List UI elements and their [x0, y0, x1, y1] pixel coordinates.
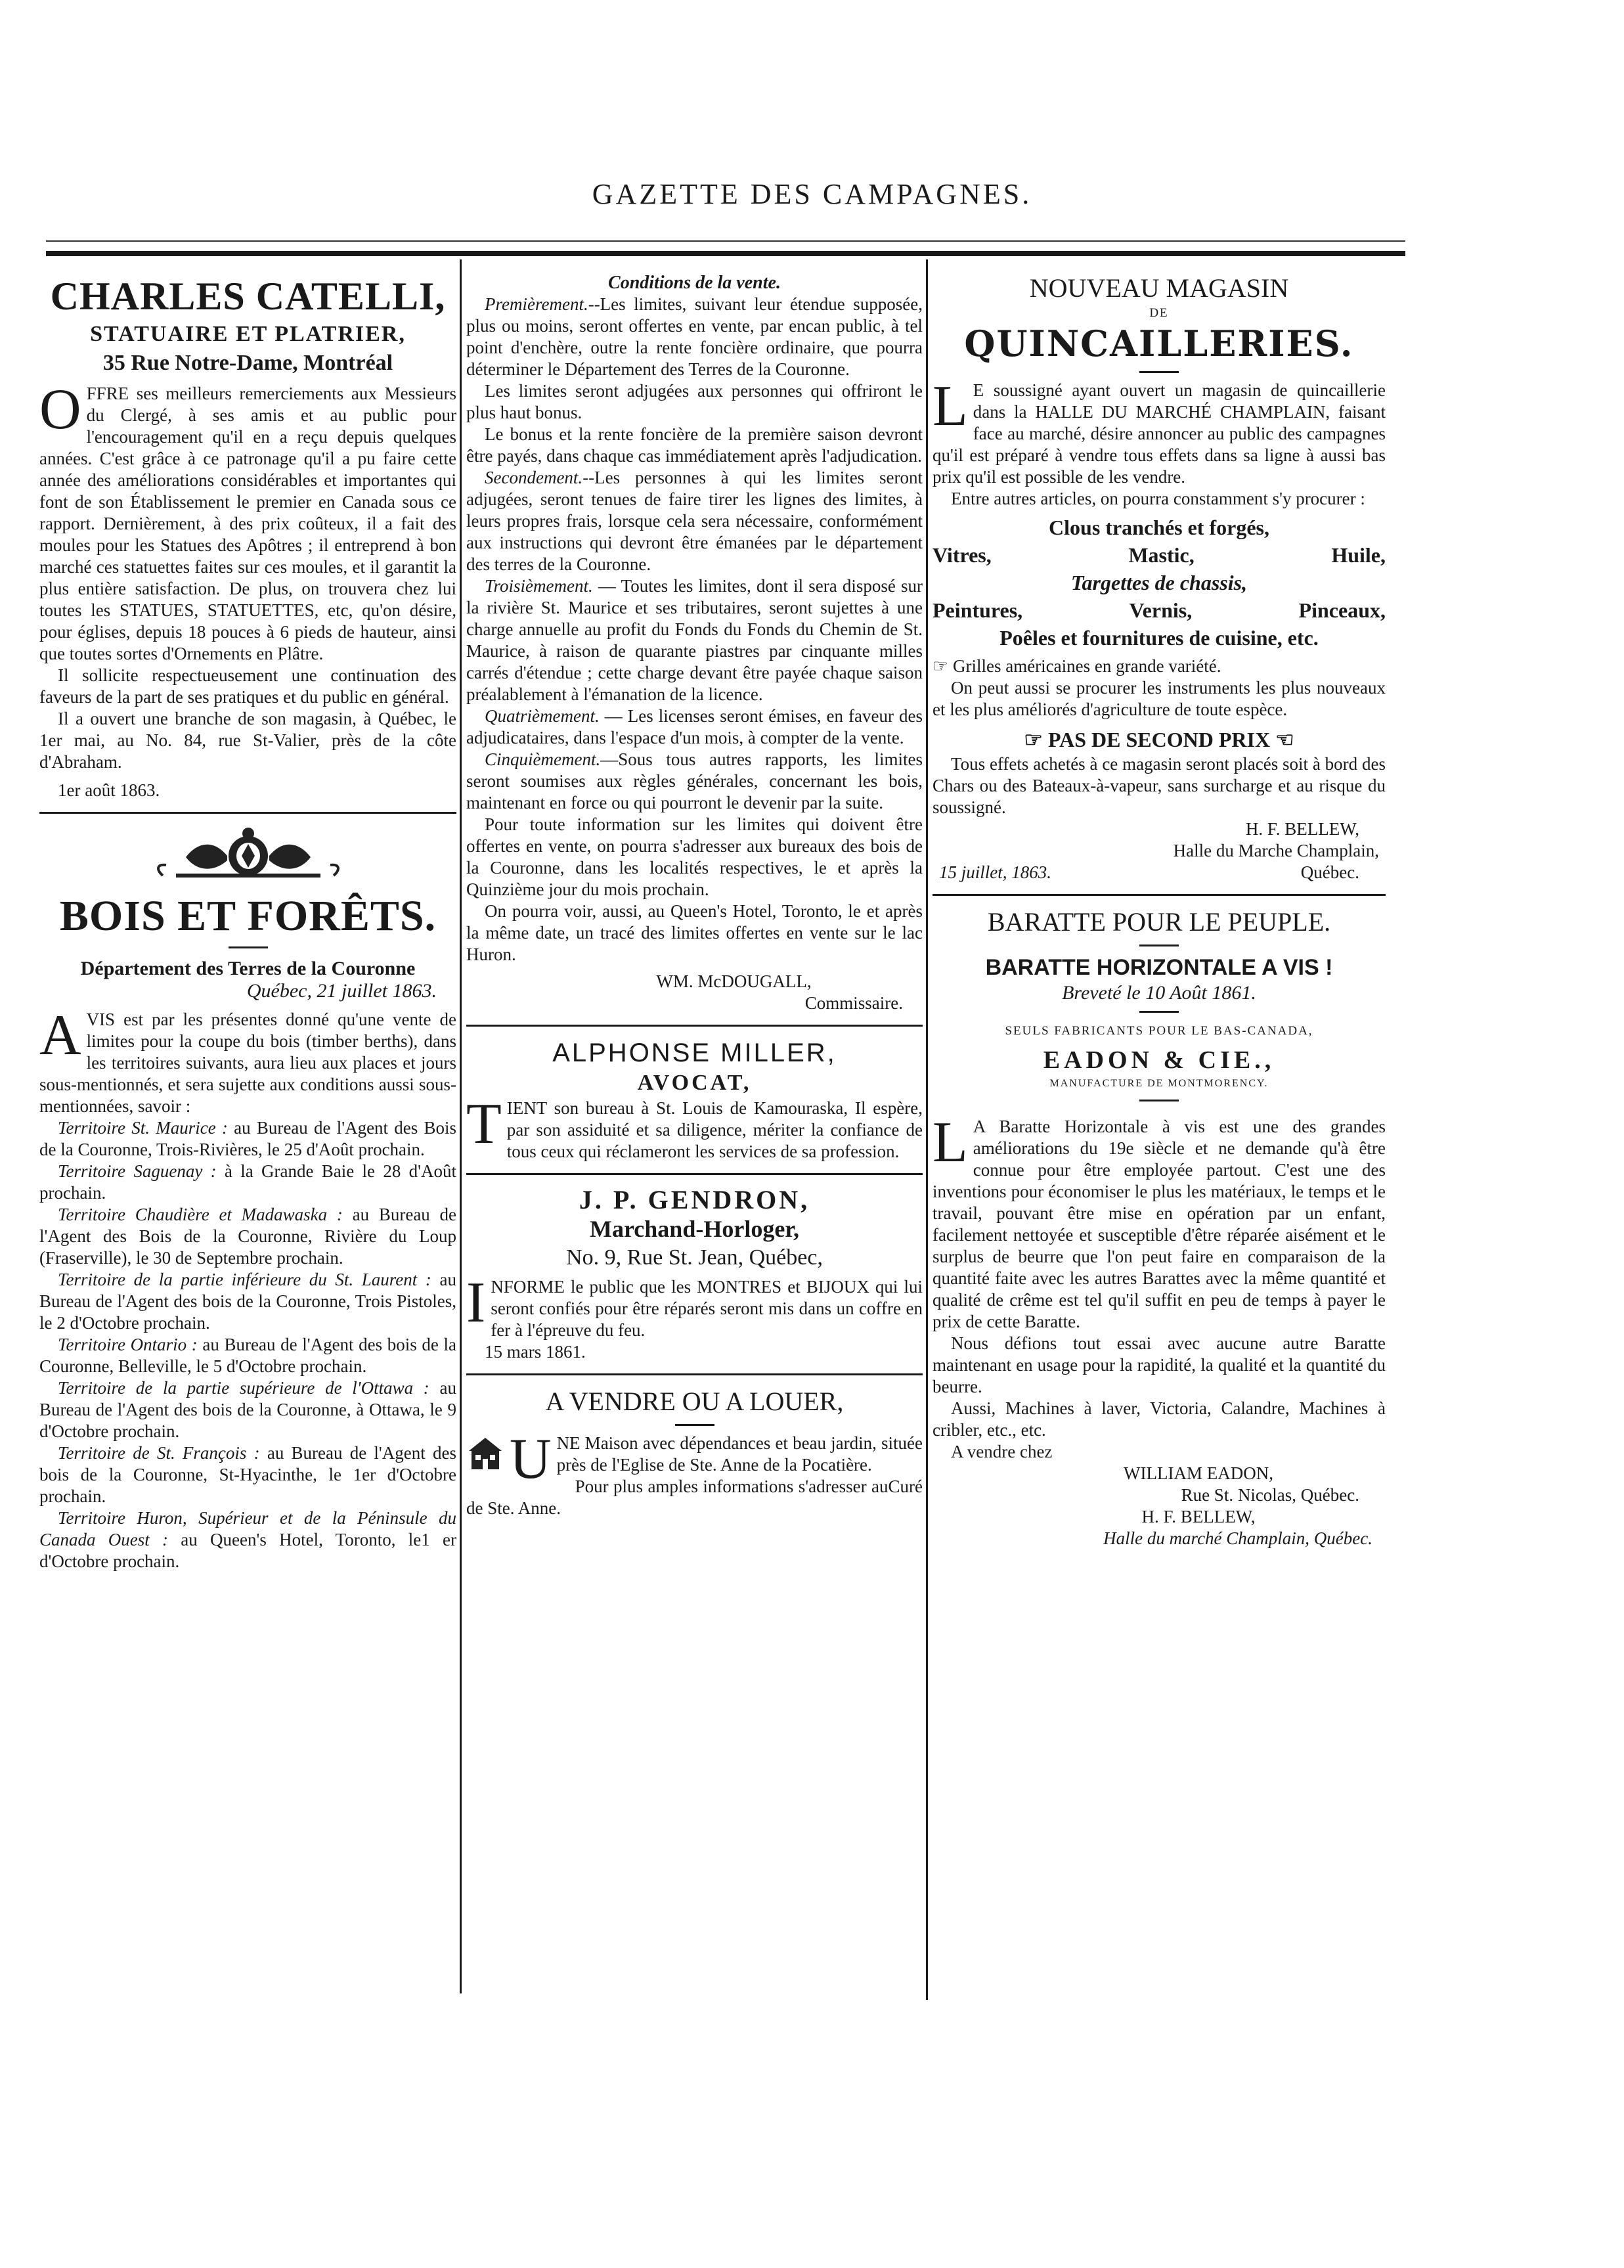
- goods-item: Huile,: [1331, 543, 1386, 567]
- miller-title: AVOCAT,: [637, 1071, 752, 1095]
- gendron-body: NFORME le public que les MONTRES et BIJOUX qui lui seront confiés pour être réparés seront mis dans un coffre en fer à l'épreuve du feu.: [491, 1277, 923, 1340]
- magasin-body4: Tous effets achetés à ce magasin seront placés soit à bord des Chars ou des Bateaux-à-vapeur, sans surcharge et au risque du soussigné.: [933, 754, 1386, 817]
- mcdougall-signature: WM. McDOUGALL,: [656, 971, 812, 991]
- column-3: [933, 259, 1386, 2071]
- gendron-ad: [466, 1186, 923, 1363]
- territory-text: au Bureau de l'Agent des Bois de la Couronne, Rivière du Loup (Fraserville), le 30 de Septembre prochain.: [39, 1205, 457, 1268]
- short-rule: [1139, 371, 1179, 373]
- column-divider-2: [926, 259, 928, 2000]
- condition-text: Pour toute information sur les limites qui doivent être offertes en vente, on pourra s'adresser aux bureaux des bois de la Couronne, dans les localités respectives, le et après la Quinzième jour du mois prochain.: [466, 814, 923, 899]
- magasin-place: Halle du Marche Champlain,: [1173, 841, 1379, 860]
- miller-ad: [466, 1037, 923, 1163]
- territory-name: Territoire de la partie inférieure du St. Laurent :: [58, 1270, 431, 1289]
- catelli-body1: FFRE ses meilleurs remerciements aux Messieurs du Clergé, à ses amis et au public pour l'encouragement qu'il en a reçu depuis quelques années. C'est grâce à ce patronage qu'il a pu faire cette année des améliorations considérables et importantes qui font de son Établissement le premier en Canada sous ce rapport. Dernièrement, à des prix coûteux, il a fait des moules pour les Statues des Apôtres ; il entreprend à bon marché ces statuettes faites sur ces moules, et il garantit la plus entière satisfaction. De plus, on trouvera chez lui toutes les STATUES, STATUETTES, etc, qu'on désire, pour églises, depuis 18 pouces à 6 pieds de hauteur, ainsi que toutes sortes d'Ornements en Plâtre.: [39, 384, 456, 663]
- goods-item: Mastic,: [1128, 543, 1195, 567]
- magasin-body2: Entre autres articles, on pourra constamment s'y procurer :: [951, 489, 1365, 508]
- goods-item: Peintures,: [933, 598, 1023, 622]
- gendron-address: No. 9, Rue St. Jean, Québec,: [566, 1245, 823, 1270]
- miller-body: IENT son bureau à St. Louis de Kamouraska, Il espère, par son assiduité et sa diligence, mériter la confiance de tous ceux qui réclameront les services de sa profession.: [506, 1098, 923, 1161]
- goods-line: Poêles et fournitures de cuisine, etc.: [999, 626, 1319, 650]
- territory-text: à la Grande Baie le 28 d'Août prochain.: [39, 1161, 456, 1203]
- territory-text: au Bureau de l'Agent des bois de la Couronne, Trois Pistoles, le 2 d'Octobre prochain.: [39, 1270, 457, 1333]
- short-rule: [1139, 945, 1179, 946]
- gendron-date: 15 mars 1861.: [485, 1342, 586, 1362]
- baratte-body2: Nous défions tout essai avec aucune autre Baratte maintenant en usage pour la rapidité, la qualité et la quantité du beurre.: [933, 1333, 1386, 1396]
- short-rule: [675, 1424, 714, 1426]
- baratte-sig2: H. F. BELLEW,: [1141, 1507, 1256, 1526]
- condition-text: On pourra voir, aussi, au Queen's Hotel, Toronto, le et après la même date, un tracé des limites offertes en vente sur le lac Huron.: [466, 901, 923, 964]
- condition-lead: Secondement.: [485, 468, 583, 487]
- catelli-body3: Il a ouvert une branche de son magasin, à Québec, le 1er mai, au No. 84, rue St-Valier, près de la côte d'Abraham.: [39, 709, 456, 772]
- territory-text: au Queen's Hotel, Toronto, le1 er d'Octobre prochain.: [39, 1530, 456, 1571]
- magasin-signature: H. F. BELLEW,: [1245, 819, 1359, 839]
- territory-name: Territoire St. Maurice :: [58, 1118, 228, 1138]
- pointing-hand-icon: ☞: [933, 656, 953, 676]
- pointing-hand-right-icon: ☞: [1024, 728, 1048, 751]
- territory-name: Territoire de la partie supérieure de l'Ottawa :: [58, 1378, 429, 1398]
- pointing-hand-left-icon: ☜: [1270, 728, 1294, 751]
- gendron-dropcap: I: [466, 1271, 486, 1335]
- masthead: GAZETTE DES CAMPAGNES.: [592, 178, 1032, 210]
- bois-intro: VIS est par les présentes donné qu'une vente de limites pour la coupe du bois (timber berths), dans les territoires suivants, aura lieu aux places et jours sous-mentionnés, et sera sujette aux conditions aussi sous-mentionnées, savoir :: [39, 1010, 456, 1116]
- mcdougall-title: Commissaire.: [804, 993, 903, 1013]
- catelli-date: 1er août 1863.: [58, 780, 160, 800]
- baratte-dropcap: L: [933, 1111, 968, 1174]
- condition-text: — Les licenses seront émises, en faveur des adjudicataires, dans l'espace d'un mois, à compter de la vente.: [466, 706, 923, 747]
- masthead-rule-thick: [46, 251, 1405, 256]
- baratte-vendre: A vendre chez: [951, 1442, 1053, 1461]
- baratte-body3: Aussi, Machines à laver, Victoria, Calandre, Machines à cribler, etc., etc.: [933, 1398, 1386, 1440]
- baratte-subtitle: BARATTE HORIZONTALE A VIS !: [985, 955, 1333, 980]
- magasin-de: DE: [1149, 306, 1169, 320]
- goods-line: Targettes de chassis,: [1070, 571, 1248, 594]
- catelli-dropcap: O: [39, 378, 81, 441]
- house-icon: [466, 1435, 504, 1471]
- short-rule: [229, 946, 268, 948]
- catelli-trade: STATUAIRE ET PLATRIER,: [90, 322, 406, 346]
- goods-item: Vernis,: [1129, 598, 1193, 622]
- column-2: [466, 259, 923, 2071]
- territory-name: Territoire Saguenay :: [58, 1161, 217, 1181]
- bois-dept: Département des Terres de la Couronne: [80, 958, 416, 979]
- miller-dropcap: T: [466, 1092, 502, 1156]
- royal-arms-ornament-icon: [150, 824, 347, 883]
- magasin-pas-de: PAS DE SECOND PRIX: [1047, 728, 1271, 751]
- goods-row: [933, 541, 1386, 569]
- condition-text: Les limites seront adjugées aux personnes qui offriront le plus haut bonus.: [466, 381, 923, 422]
- territory-text: au Bureau de l'Agent des bois de la Couronne, à Ottawa, le 9 d'Octobre prochain.: [39, 1378, 457, 1441]
- bois-dropcap: A: [39, 1004, 81, 1067]
- territory-text: au Bureau de l'Agent des bois de la Couronne, St-Hyacinthe, le 1er d'Octobre prochain.: [39, 1443, 456, 1506]
- goods-item: Vitres,: [933, 543, 992, 567]
- baratte-ad: [933, 906, 1386, 1549]
- divider: [933, 894, 1386, 896]
- baratte-title: BARATTE POUR LE PEUPLE.: [987, 907, 1331, 937]
- baratte-sig1: WILLIAM EADON,: [1124, 1463, 1273, 1483]
- masthead-rule-thin: [46, 240, 1405, 242]
- conditions-title: Conditions de la vente.: [608, 273, 781, 293]
- condition-lead: Premièrement.: [485, 294, 588, 314]
- catelli-address: 35 Rue Notre-Dame, Montréal: [102, 351, 393, 375]
- gendron-trade: Marchand-Horloger,: [590, 1216, 799, 1242]
- bois-ad: [39, 824, 456, 1572]
- condition-text: --Les limites, suivant leur étendue supposée, plus ou moins, seront offertes en vente, par encan public, à tel point d'enchère, outre la rente foncière ordinaire, que pourra déterminer le Département des Terres de la Couronne.: [466, 294, 923, 379]
- magasin-grilles: Grilles américaines en grande variété.: [952, 656, 1221, 676]
- territory-name: Territoire de St. François :: [58, 1443, 260, 1463]
- magasin-dropcap: L: [933, 374, 968, 438]
- goods-row: [933, 596, 1386, 624]
- territory-text: au Bureau de l'Agent des Bois de la Couronne, Trois-Rivières, le 25 d'Août prochain.: [39, 1118, 457, 1159]
- territory-name: Territoire Chaudière et Madawaska :: [58, 1205, 343, 1224]
- bois-dateline: Québec, 21 juillet 1863.: [246, 980, 437, 1002]
- bois-title: BOIS ET FORÊTS.: [59, 892, 437, 940]
- magasin-subtitle: QUINCAILLERIES.: [964, 322, 1354, 365]
- short-rule: [1139, 1011, 1179, 1013]
- condition-text: --Les personnes à qui les limites seront adjugées, seront tenues de faire tirer les lignes des limites, à leurs propres frais, lorsque cela sera nécessaire, conformément aux instructions qui devront être émanées par le département des terres de la Couronne.: [466, 468, 923, 574]
- vendre-ad: [466, 1386, 923, 1519]
- magasin-body1: E soussigné ayant ouvert un magasin de quincaillerie dans la HALLE DU MARCHÉ CHAMPLAIN, faisant face au marché, désire annoncer au public des campagnes qu'il est préparé à vendre tous effets dans sa ligne à aussi bas prix qu'il est possible de les vendre.: [933, 380, 1386, 487]
- baratte-company: EADON & CIE.,: [1043, 1046, 1275, 1074]
- catelli-ad: [39, 273, 456, 801]
- miller-name: ALPHONSE MILLER,: [552, 1038, 837, 1067]
- condition-text: Le bonus et la rente foncière de la première saison devront être payés, dans chaque cas immédiatement après l'adjudication.: [466, 424, 923, 466]
- condition-text: —Sous tous autres rapports, les limites seront soumises aux règles générales, concernant les bois, maintenant en force ou qui pourront le devenir par la suite.: [466, 749, 923, 812]
- territory-text: au Bureau de l'Agent des bois de la Couronne, Belleville, le 5 d'Octobre prochain.: [39, 1335, 457, 1376]
- vendre-dropcap: U: [510, 1427, 552, 1491]
- column-1: [39, 259, 456, 2071]
- catelli-name: CHARLES CATELLI,: [50, 275, 446, 318]
- magasin-date: 15 juillet, 1863.: [939, 862, 1051, 882]
- magasin-city: Québec.: [1300, 862, 1359, 882]
- catelli-body2: Il sollicite respectueusement une continuation des faveurs de la part de ses pratiques et du public en général.: [39, 665, 456, 707]
- divider: [39, 812, 456, 814]
- baratte-body1: A Baratte Horizontale à vis est une des grandes améliorations du 19e siècle et ne demande qu'à être connue pour être employée partout. C'est une des inventions pour économiser le plus les matériaux, le temps et le travail, pouvant être mise en opération par un enfant, facilement nettoyée et susceptible d'être réparée aisément et le surplus de beurre que l'on peut faire en comparaison de la quantité faite avec les autres Barattes avec la même quantité et qualité de crême est tel qu'il suffit en peu de temps à payer le prix de cette Baratte.: [933, 1117, 1386, 1331]
- territory-name: Territoire Huron, Supérieur et de la Péninsule du Canada Ouest :: [39, 1508, 456, 1549]
- baratte-addr2: Halle du marché Champlain, Québec.: [1103, 1528, 1372, 1548]
- column-divider-1: [460, 259, 462, 1993]
- goods-item: Pinceaux,: [1298, 598, 1386, 622]
- territory-name: Territoire Ontario :: [58, 1335, 198, 1354]
- condition-text: — Toutes les limites, dont il sera disposé sur la rivière St. Maurice et ses tributaires, seront sujettes à une charge annuelle au profit du Fonds du Fonds du Chemin de St. Maurice, à raison de quarante piastres par cinquante milles carrés d'étendue ; cette charge devant être payée chaque saison préalablement à l'émanation de la licence.: [466, 576, 923, 704]
- condition-lead: Quatrièmement.: [485, 706, 600, 726]
- condition-lead: Cinquièmement.: [485, 749, 601, 769]
- gendron-name: J. P. GENDRON,: [579, 1185, 810, 1214]
- vendre-body2: Pour plus amples informations s'adresser auCuré de Ste. Anne.: [466, 1477, 923, 1518]
- divider: [466, 1373, 923, 1375]
- magasin-ad: [933, 273, 1386, 883]
- divider: [466, 1173, 923, 1175]
- divider: [466, 1025, 923, 1027]
- baratte-addr1: Rue St. Nicolas, Québec.: [1181, 1485, 1359, 1505]
- baratte-manufacture: MANUFACTURE DE MONTMORENCY.: [1049, 1078, 1269, 1089]
- magasin-title: NOUVEAU MAGASIN: [1029, 273, 1289, 303]
- vendre-body: NE Maison avec dépendances et beau jardin, située près de l'Eglise de Ste. Anne de la Pocatière.: [556, 1433, 923, 1475]
- baratte-brevet: Breveté le 10 Août 1861.: [1062, 982, 1256, 1004]
- condition-lead: Troisièmement.: [485, 576, 593, 596]
- short-rule: [1139, 1100, 1179, 1101]
- vendre-title: A VENDRE OU A LOUER,: [545, 1387, 844, 1416]
- baratte-fabricants: SEULS FABRICANTS POUR LE BAS-CANADA,: [1005, 1024, 1313, 1038]
- magasin-body3: On peut aussi se procurer les instruments les plus nouveaux et les plus améliorés d'agriculture de toute espèce.: [933, 678, 1386, 719]
- goods-line: Clous tranchés et forgés,: [1049, 516, 1269, 539]
